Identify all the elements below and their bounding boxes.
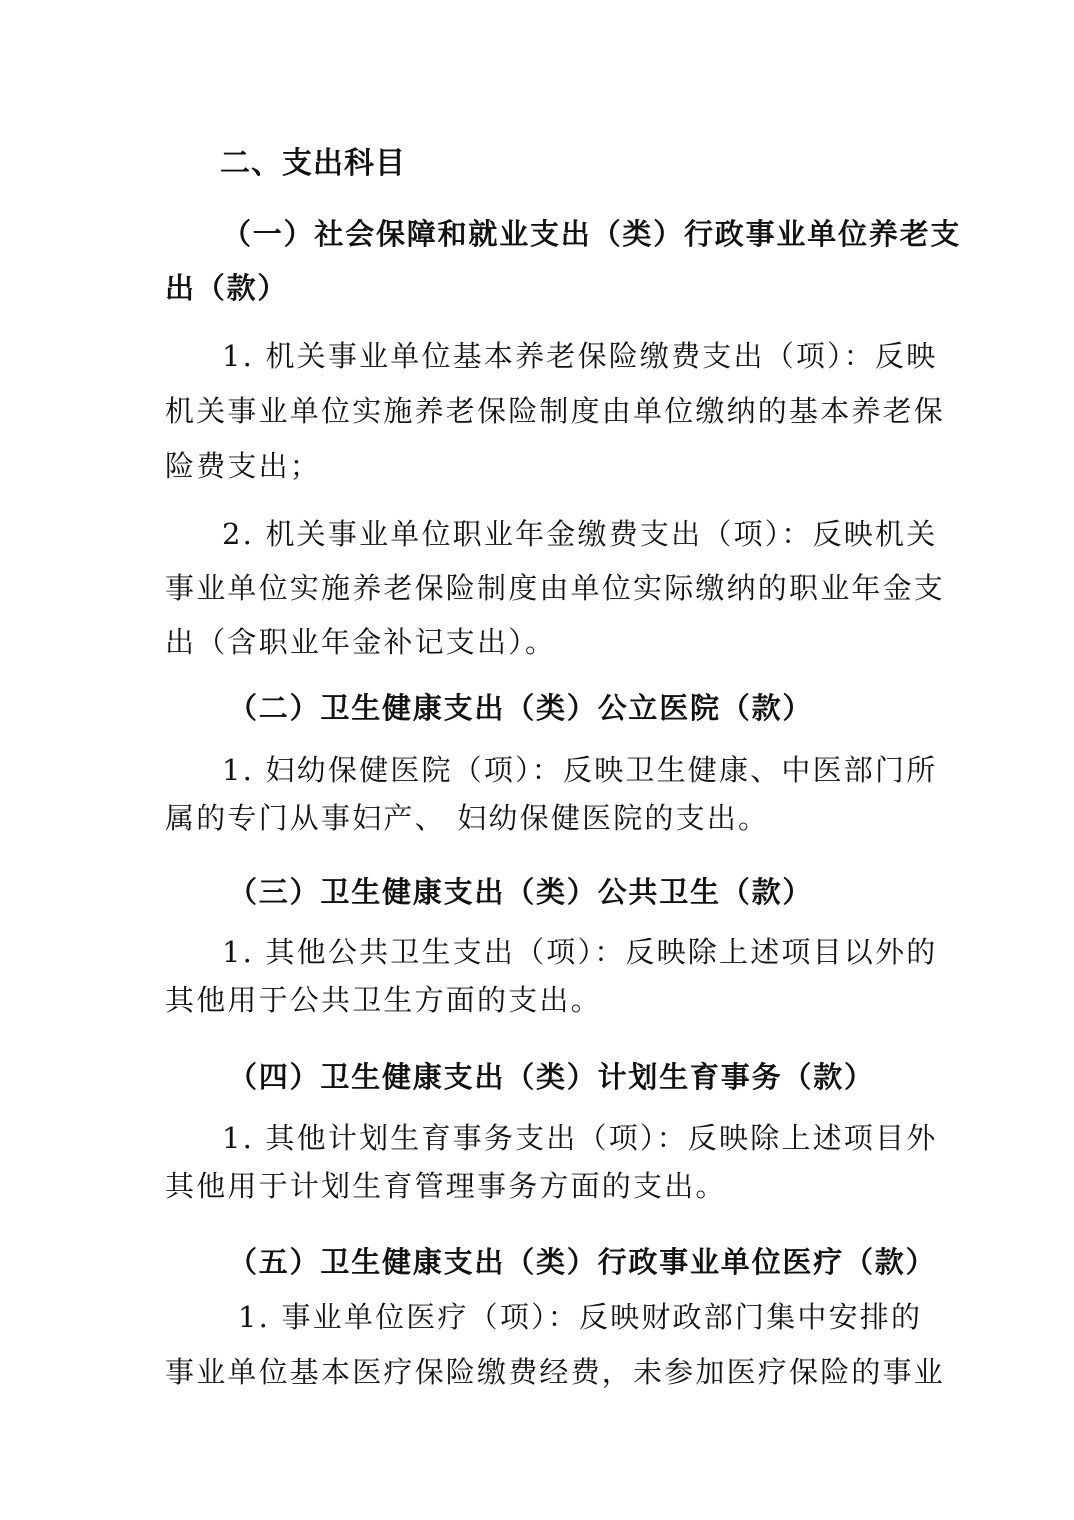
- section-2-item-1-line-2: 属的专门从事妇产、 妇幼保健医院的支出。: [165, 801, 770, 835]
- section-4-title: （四）卫生健康支出（类）计划生育事务（款）: [228, 1060, 875, 1094]
- section-3-item-1-line-1: 1. 其他公共卫生支出（项）：反映除上述项目以外的: [222, 935, 938, 969]
- section-1-item-1-line-3: 险费支出；: [165, 449, 322, 483]
- section-1-item-1-line-2: 机关事业单位实施养老保险制度由单位缴纳的基本养老保: [165, 394, 946, 428]
- section-5-item-1-line-1: 1. 事业单位医疗（项）：反映财政部门集中安排的: [238, 1300, 923, 1334]
- section-1-item-2-line-2: 事业单位实施养老保险制度由单位实际缴纳的职业年金支: [165, 571, 946, 605]
- section-2-title: （二）卫生健康支出（类）公立医院（款）: [228, 691, 814, 725]
- page-heading: 二、支出科目: [220, 146, 406, 181]
- section-4-item-1-line-1: 1. 其他计划生育事务支出（项）：反映除上述项目外: [222, 1121, 938, 1155]
- section-3-title: （三）卫生健康支出（类）公共卫生（款）: [228, 875, 814, 909]
- section-1-title-line-2: 出（款）: [165, 271, 289, 305]
- section-3-item-1-line-2: 其他用于公共卫生方面的支出。: [165, 983, 602, 1017]
- section-4-item-1-line-2: 其他用于计划生育管理事务方面的支出。: [165, 1169, 727, 1203]
- section-1-item-2-line-3: 出（含职业年金补记支出）。: [165, 625, 557, 659]
- section-5-item-1-line-2: 事业单位基本医疗保险缴费经费，未参加医疗保险的事业: [165, 1355, 946, 1389]
- section-1-title-line-1: （一）社会保障和就业支出（类）行政事业单位养老支: [222, 217, 962, 251]
- section-1-item-2-line-1: 2. 机关事业单位职业年金缴费支出（项）：反映机关: [222, 517, 938, 551]
- section-1-item-1-line-1: 1. 机关事业单位基本养老保险缴费支出（项）：反映: [222, 339, 938, 373]
- section-2-item-1-line-1: 1. 妇幼保健医院（项）：反映卫生健康、中医部门所: [222, 753, 938, 787]
- section-5-title: （五）卫生健康支出（类）行政事业单位医疗（款）: [228, 1245, 937, 1279]
